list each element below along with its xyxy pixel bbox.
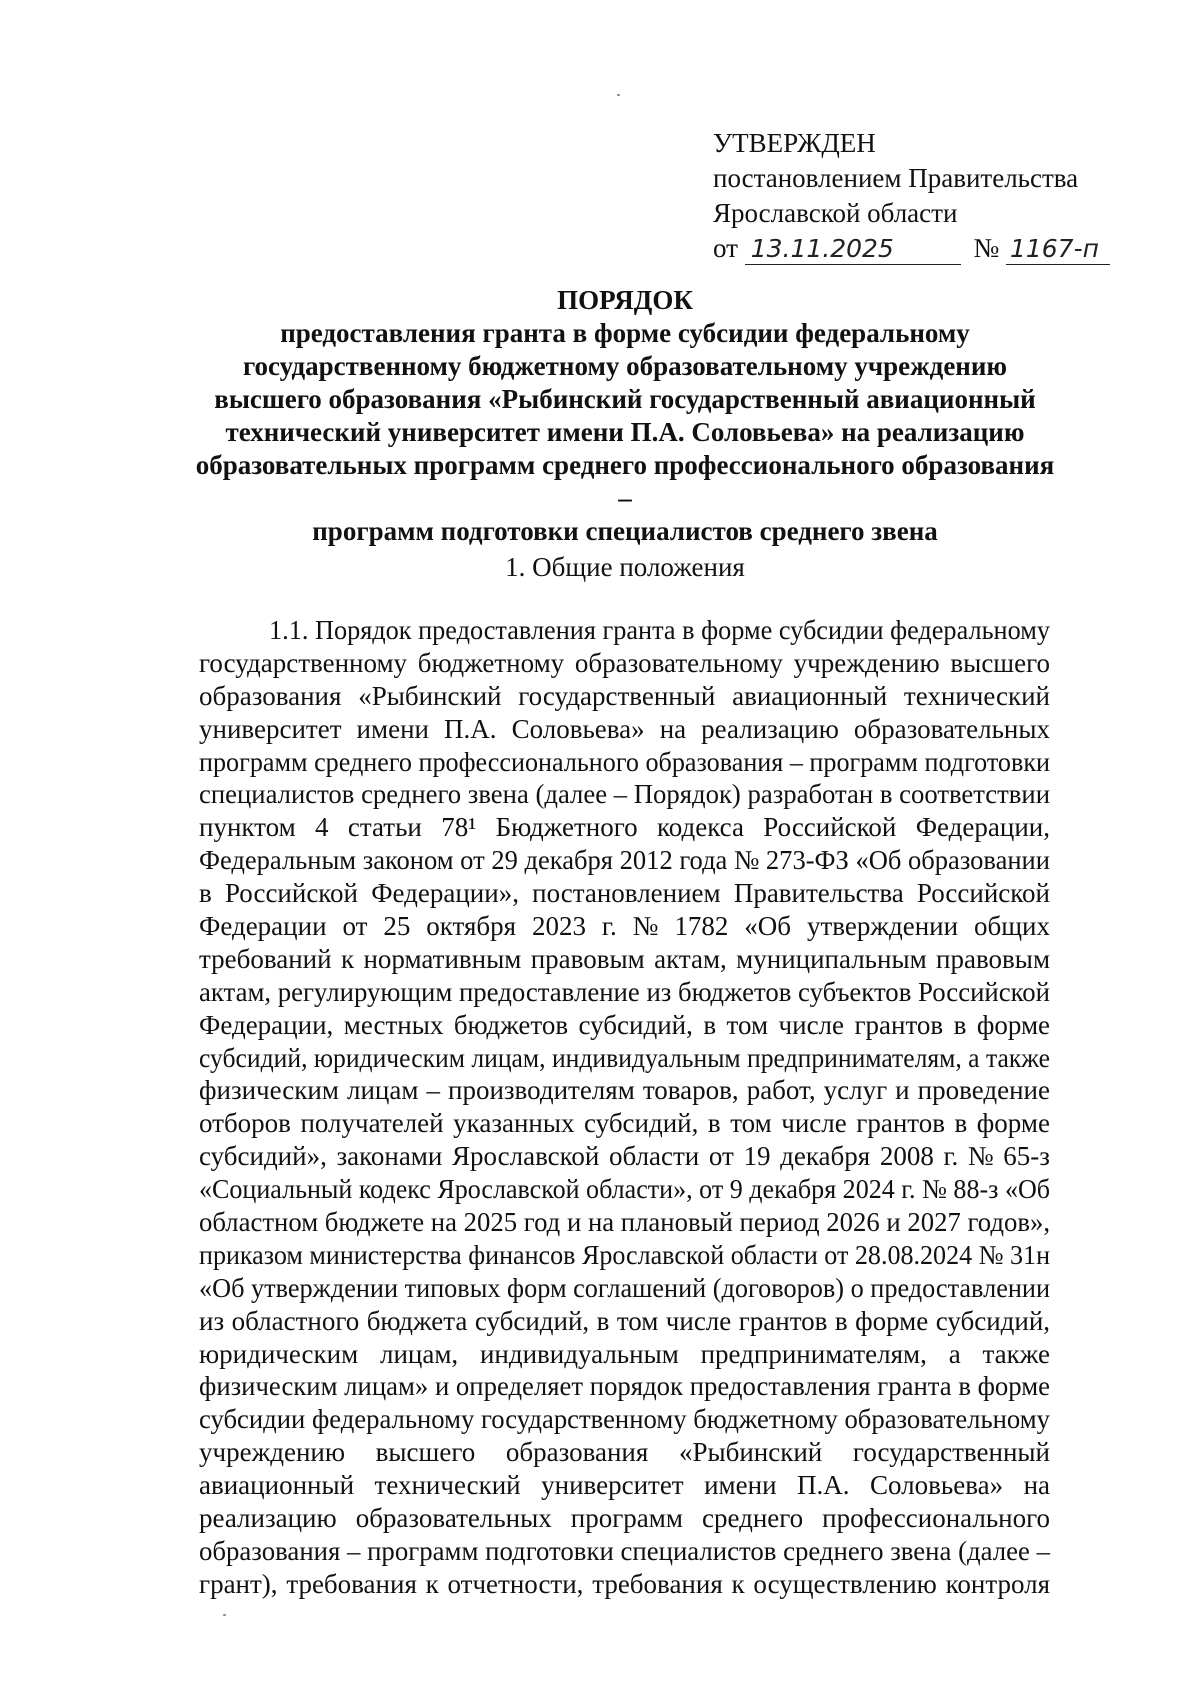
paragraph-line: субсидий, юридическим лицам, индивидуальным предпринимателям, а также	[199, 1042, 1051, 1073]
approval-resolution: постановлением Правительства	[713, 163, 1079, 193]
paragraph-line: реализацию образовательных программ среднего профессионального	[199, 1503, 1051, 1534]
document-heading	[190, 284, 1060, 548]
paragraph-line: актам, регулирующим предоставление из бюджетов субъектов Российской	[199, 976, 1050, 1007]
paragraph-line: авиационный технический университет имени П.А. Соловьева» на	[199, 1470, 1050, 1501]
paragraph-line: специалистов среднего звена (далее – Порядок) разработан в соответствии	[199, 779, 1050, 810]
handwritten-date: 13.11.2025	[745, 234, 961, 265]
approval-region: Ярославской области	[713, 198, 958, 228]
heading-line: государственному бюджетному образовательному учреждению	[242, 351, 1008, 381]
approval-stamp	[713, 126, 1110, 266]
paragraph-line: образования «Рыбинский государственный авиационный технический	[199, 680, 1050, 711]
scan-speck	[617, 94, 620, 96]
paragraph-line: приказом министерства финансов Ярославской области от 28.08.2024 № 31н	[199, 1239, 1051, 1270]
paragraph-line: образования – программ подготовки специалистов среднего звена (далее –	[199, 1535, 1051, 1566]
heading-line: программ подготовки специалистов среднего звена	[312, 516, 938, 546]
number-sign: №	[973, 233, 1000, 263]
paragraph-line: физическим лицам» и определяет порядок предоставления гранта в форме	[199, 1371, 1051, 1402]
paragraph-line: в Российской Федерации», постановлением Правительства Российской	[199, 878, 1050, 909]
heading-line: технический университет имени П.А. Соловьева» на реализацию	[225, 417, 1025, 447]
paragraph-line: пунктом 4 статьи 78¹ Бюджетного кодекса Российской Федерации,	[199, 812, 1050, 843]
approval-date-number	[713, 231, 1110, 266]
paragraph-line: физическим лицам – производителям товаров, работ, услуг и проведение	[199, 1075, 1050, 1106]
paragraph-line: 1.1. Порядок предоставления гранта в форме субсидии федеральному	[269, 615, 1050, 645]
paragraph-line: «Об утверждении типовых форм соглашений (договоров) о предоставлении	[199, 1272, 1051, 1303]
paragraph-line: требований к нормативным правовым актам, муниципальным правовым	[199, 943, 1051, 974]
paragraph-line: государственному бюджетному образовательному учреждению высшего	[199, 647, 1050, 678]
approval-title: УТВЕРЖДЕН	[713, 128, 876, 158]
paragraph-line: из областного бюджета субсидий, в том числе грантов в форме субсидий,	[199, 1305, 1051, 1336]
paragraph-line: Федерации, местных бюджетов субсидий, в том числе грантов в форме	[199, 1009, 1051, 1040]
heading-line: высшего образования «Рыбинский государственный авиационный	[214, 384, 1036, 414]
paragraph-line: областном бюджете на 2025 год и на плановый период 2026 и 2027 годов»,	[199, 1207, 1051, 1238]
paragraph-line: субсидии федеральному государственному бюджетному образовательному	[199, 1404, 1050, 1435]
heading-line: образовательных программ среднего профессионального образования –	[195, 450, 1055, 513]
paragraph-line: субсидий», законами Ярославской области от 19 декабря 2008 г. № 65-з	[199, 1141, 1050, 1172]
paragraph-line: программ среднего профессионального образования – программ подготовки	[199, 746, 1051, 777]
paragraph-line: «Социальный кодекс Ярославской области», от 9 декабря 2024 г. № 88-з «Об	[199, 1174, 1051, 1205]
paragraph-line: Федерации от 25 октября 2023 г. № 1782 «Об утверждении общих	[199, 911, 1050, 942]
paragraph-line: отборов получателей указанных субсидий, в том числе грантов в форме	[199, 1108, 1050, 1139]
scan-speck	[223, 1614, 226, 1616]
approval-from-label: от	[713, 233, 738, 263]
paragraph-line: юридическим лицам, индивидуальным предпринимателям, а также	[199, 1338, 1050, 1369]
document-title: ПОРЯДОК	[557, 285, 693, 315]
paragraph-line: грант), требования к отчетности, требования к осуществлению контроля	[199, 1568, 1050, 1599]
section-title: 1. Общие положения	[505, 552, 745, 582]
paragraph-line: университет имени П.А. Соловьева» на реализацию образовательных	[199, 713, 1050, 744]
body-paragraph	[199, 614, 1139, 1601]
paragraph-line: учреждению высшего образования «Рыбинский государственный	[199, 1437, 1050, 1468]
heading-line: предоставления гранта в форме субсидии федеральному	[280, 318, 970, 348]
paragraph-line: Федеральным законом от 29 декабря 2012 года № 273-ФЗ «Об образовании	[199, 845, 1050, 876]
handwritten-number: 1167-п	[1006, 234, 1110, 265]
